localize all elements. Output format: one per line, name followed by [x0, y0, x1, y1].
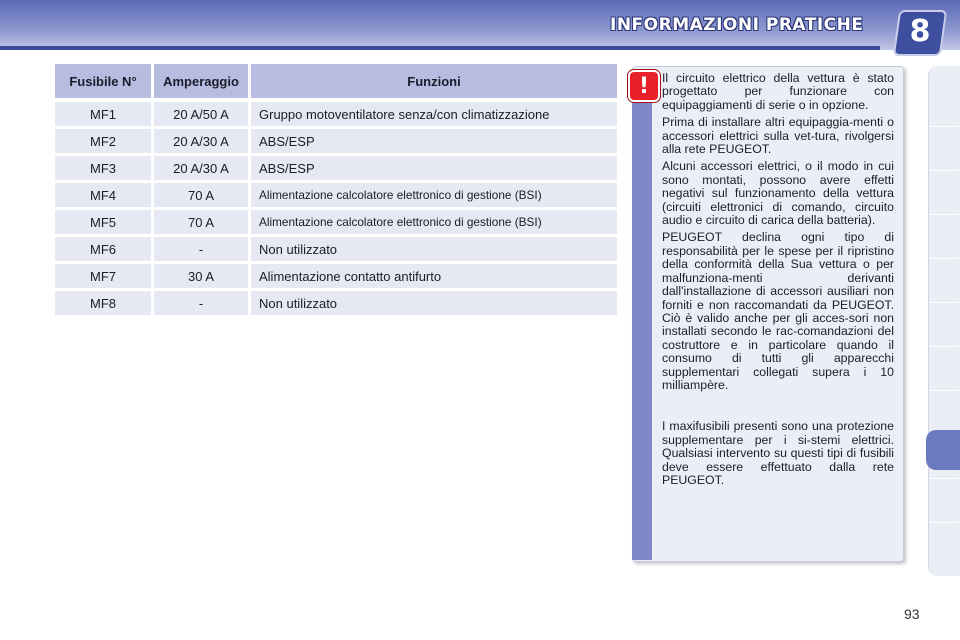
function-cell: Non utilizzato: [251, 291, 617, 315]
amperage-cell: 20 A/50 A: [154, 102, 248, 126]
fuse-cell: MF8: [55, 291, 151, 315]
column-header-function: Funzioni: [251, 64, 617, 98]
warning-paragraph: I maxifusibili presenti sono una protezione supplementare per i si-stemi elettrici. Qualsiasi intervento su questi tipi di fusibili deve essere effettuato dalla rete PEUGEOT.: [662, 419, 894, 487]
function-cell: Alimentazione calcolatore elettronico di gestione (BSI): [251, 183, 617, 207]
tab-divider: [930, 126, 958, 127]
function-cell: ABS/ESP: [251, 129, 617, 153]
table-row: [55, 264, 617, 288]
warning-paragraph: Il circuito elettrico della vettura è stato progettato per funzionare con equipaggiamenti di serie o in opzione.: [662, 71, 894, 112]
amperage-cell: 20 A/30 A: [154, 129, 248, 153]
fuse-cell: MF1: [55, 102, 151, 126]
warning-paragraph: PEUGEOT declina ogni tipo di responsabilità per le spese per il ripristino della conformità della Sua vettura o per malfunziona-menti derivanti dall'installazione di accessori ausiliari non forniti e non raccomandati da PEUGEOT. Ciò è valido anche per gli acces-sori non installati secondo le rac-comandazioni del costruttore e in particolare quando il consumo di tutti gli apparecchi supplementari collegati supera i 10 milliampère.: [662, 230, 894, 392]
function-cell: Alimentazione contatto antifurto: [251, 264, 617, 288]
fuse-cell: MF7: [55, 264, 151, 288]
tab-divider: [930, 258, 958, 259]
fuse-cell: MF6: [55, 237, 151, 261]
tab-divider: [930, 170, 958, 171]
amperage-cell: -: [154, 237, 248, 261]
amperage-cell: 20 A/30 A: [154, 156, 248, 180]
table-row: [55, 210, 617, 234]
table-header-row: [55, 64, 617, 98]
fuse-cell: MF4: [55, 183, 151, 207]
function-cell: ABS/ESP: [251, 156, 617, 180]
tab-divider: [930, 346, 958, 347]
column-header-fuse: Fusibile N°: [55, 64, 151, 98]
warning-text: [662, 72, 894, 491]
tab-divider: [930, 302, 958, 303]
table-row: [55, 291, 617, 315]
function-cell: Gruppo motoventilatore senza/con climatizzazione: [251, 102, 617, 126]
chapter-number: 8: [909, 13, 931, 49]
fuse-table: [55, 64, 617, 318]
table-row: [55, 102, 617, 126]
amperage-cell: 30 A: [154, 264, 248, 288]
chapter-tabs[interactable]: [928, 66, 960, 576]
chapter-tab-active[interactable]: [926, 430, 960, 470]
warning-side-bar: [632, 90, 652, 560]
column-header-amperage: Amperaggio: [154, 64, 248, 98]
fuse-cell: MF2: [55, 129, 151, 153]
section-title: INFORMAZIONI PRATICHE: [610, 15, 864, 35]
table-row: [55, 183, 617, 207]
warning-exclamation-icon: !: [628, 70, 660, 102]
table-row: [55, 156, 617, 180]
amperage-cell: 70 A: [154, 183, 248, 207]
function-cell: Non utilizzato: [251, 237, 617, 261]
fuse-cell: MF5: [55, 210, 151, 234]
amperage-cell: 70 A: [154, 210, 248, 234]
tab-divider: [930, 522, 958, 523]
function-cell: Alimentazione calcolatore elettronico di gestione (BSI): [251, 210, 617, 234]
table-row: [55, 129, 617, 153]
tab-divider: [930, 390, 958, 391]
tab-divider: [930, 478, 958, 479]
header-divider: [0, 46, 880, 50]
page-number: 93: [904, 606, 920, 622]
table-row: [55, 237, 617, 261]
fuse-cell: MF3: [55, 156, 151, 180]
tab-divider: [930, 214, 958, 215]
amperage-cell: -: [154, 291, 248, 315]
warning-paragraph: Alcuni accessori elettrici, o il modo in cui sono montati, possono avere effetti negativi sul funzionamento della vettura (circuiti elettronici di comando, circuito audio e circuito di carica della batteria).: [662, 159, 894, 228]
warning-paragraph: Prima di installare altri equipaggia-menti o accessori elettrici sulla vet-tura, rivolgersi alla rete PEUGEOT.: [662, 115, 894, 157]
